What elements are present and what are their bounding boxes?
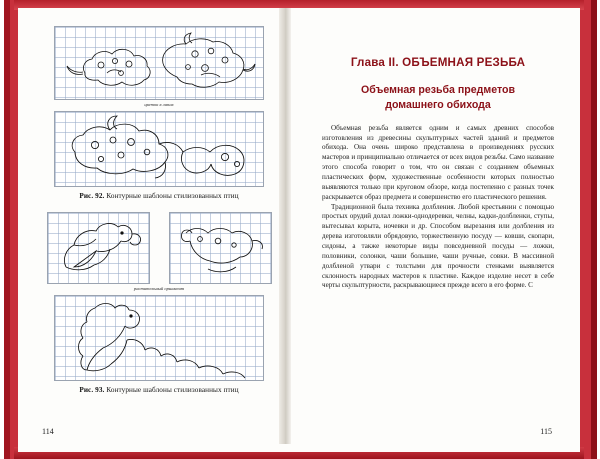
right-page — [298, 8, 580, 452]
figure-93 — [40, 212, 278, 394]
figure-93-drawing-bottom — [55, 296, 263, 380]
figure-92-grid-top — [54, 26, 264, 100]
left-page — [18, 8, 298, 452]
book-cover-right-edge — [578, 0, 600, 459]
figure-93-drawing-left — [48, 213, 149, 283]
figure-93-grid-right — [169, 212, 272, 284]
figure-92-caption-text: Контурные шаблоны стилизованных птиц — [106, 192, 239, 200]
open-book-spread — [18, 8, 580, 452]
figure-92-inner-note: цветок в лапах — [144, 102, 174, 107]
figure-92-drawing-bottom — [55, 112, 263, 186]
figure-93-grid-bottom — [54, 295, 264, 381]
figure-92-drawing-top — [55, 27, 263, 99]
figure-93-caption — [40, 386, 278, 394]
book-cover-left-edge — [0, 0, 18, 459]
figure-93-caption-text: Контурные шаблоны стилизованных птиц — [106, 386, 239, 394]
figure-93-grid-left — [47, 212, 150, 284]
figure-92-grid-bottom — [54, 111, 264, 187]
figure-92 — [40, 26, 278, 200]
figure-92-caption-label: Рис. 92. — [79, 192, 105, 200]
figure-93-caption-label: Рис. 93. — [79, 386, 105, 394]
section-title — [322, 83, 554, 114]
figure-93-inner-note: растительный орнамент — [133, 286, 185, 291]
book-gutter — [279, 8, 291, 444]
paragraph-1: Объемная резьба является одним и самых древних способов изготовления из древесины скульптурных частей зданий и предметов обихода. Она очень широко представлена в произведениях русских мастеров и принципиально отличается от всех видов резьбы. Само название этого способа говорит о том, что он связан с созданием объемных пластических форм, художественные особенности которых полностью выявляются только при круговом обзоре, когда постепенно с разных точек раскрывается образ предмета и совершенство его пластического решения. — [322, 123, 554, 201]
section-title-line-2: домашнего обихода — [385, 99, 491, 112]
paragraph-2: Традиционной была техника долбления. Любой крестьянин с помощью простых орудий долал ложки-однодеревки, челны, кадки-долбленки, ступы, вытесывал корыта, ночевки и др. Способом вырезания или долбления из дерева изготовляли обрядовую, торжественную посуду — ковши, скопари, сидоны, а также некоторые виды повседневной посуды — ложки, половники, солонки, чаши большие, чаши ручные, совки. В массивной долбленой утвари с толстыми для прочности стенками выявляется склонность народных мастеров к пластике. Каждое изделие несет в себе черты скульптурности, раскрывающиеся прежде всего в его форме. С — [322, 202, 554, 290]
section-title-line-1: Объемная резьба предметов — [361, 84, 515, 96]
figure-93-drawing-right — [170, 213, 271, 283]
folio-right: 115 — [540, 427, 552, 436]
folio-left: 114 — [42, 427, 54, 436]
chapter-title: Глава II. ОБЪЕМНАЯ РЕЗЬБА — [350, 56, 526, 69]
body-text — [322, 124, 554, 292]
figure-92-caption — [40, 192, 278, 200]
